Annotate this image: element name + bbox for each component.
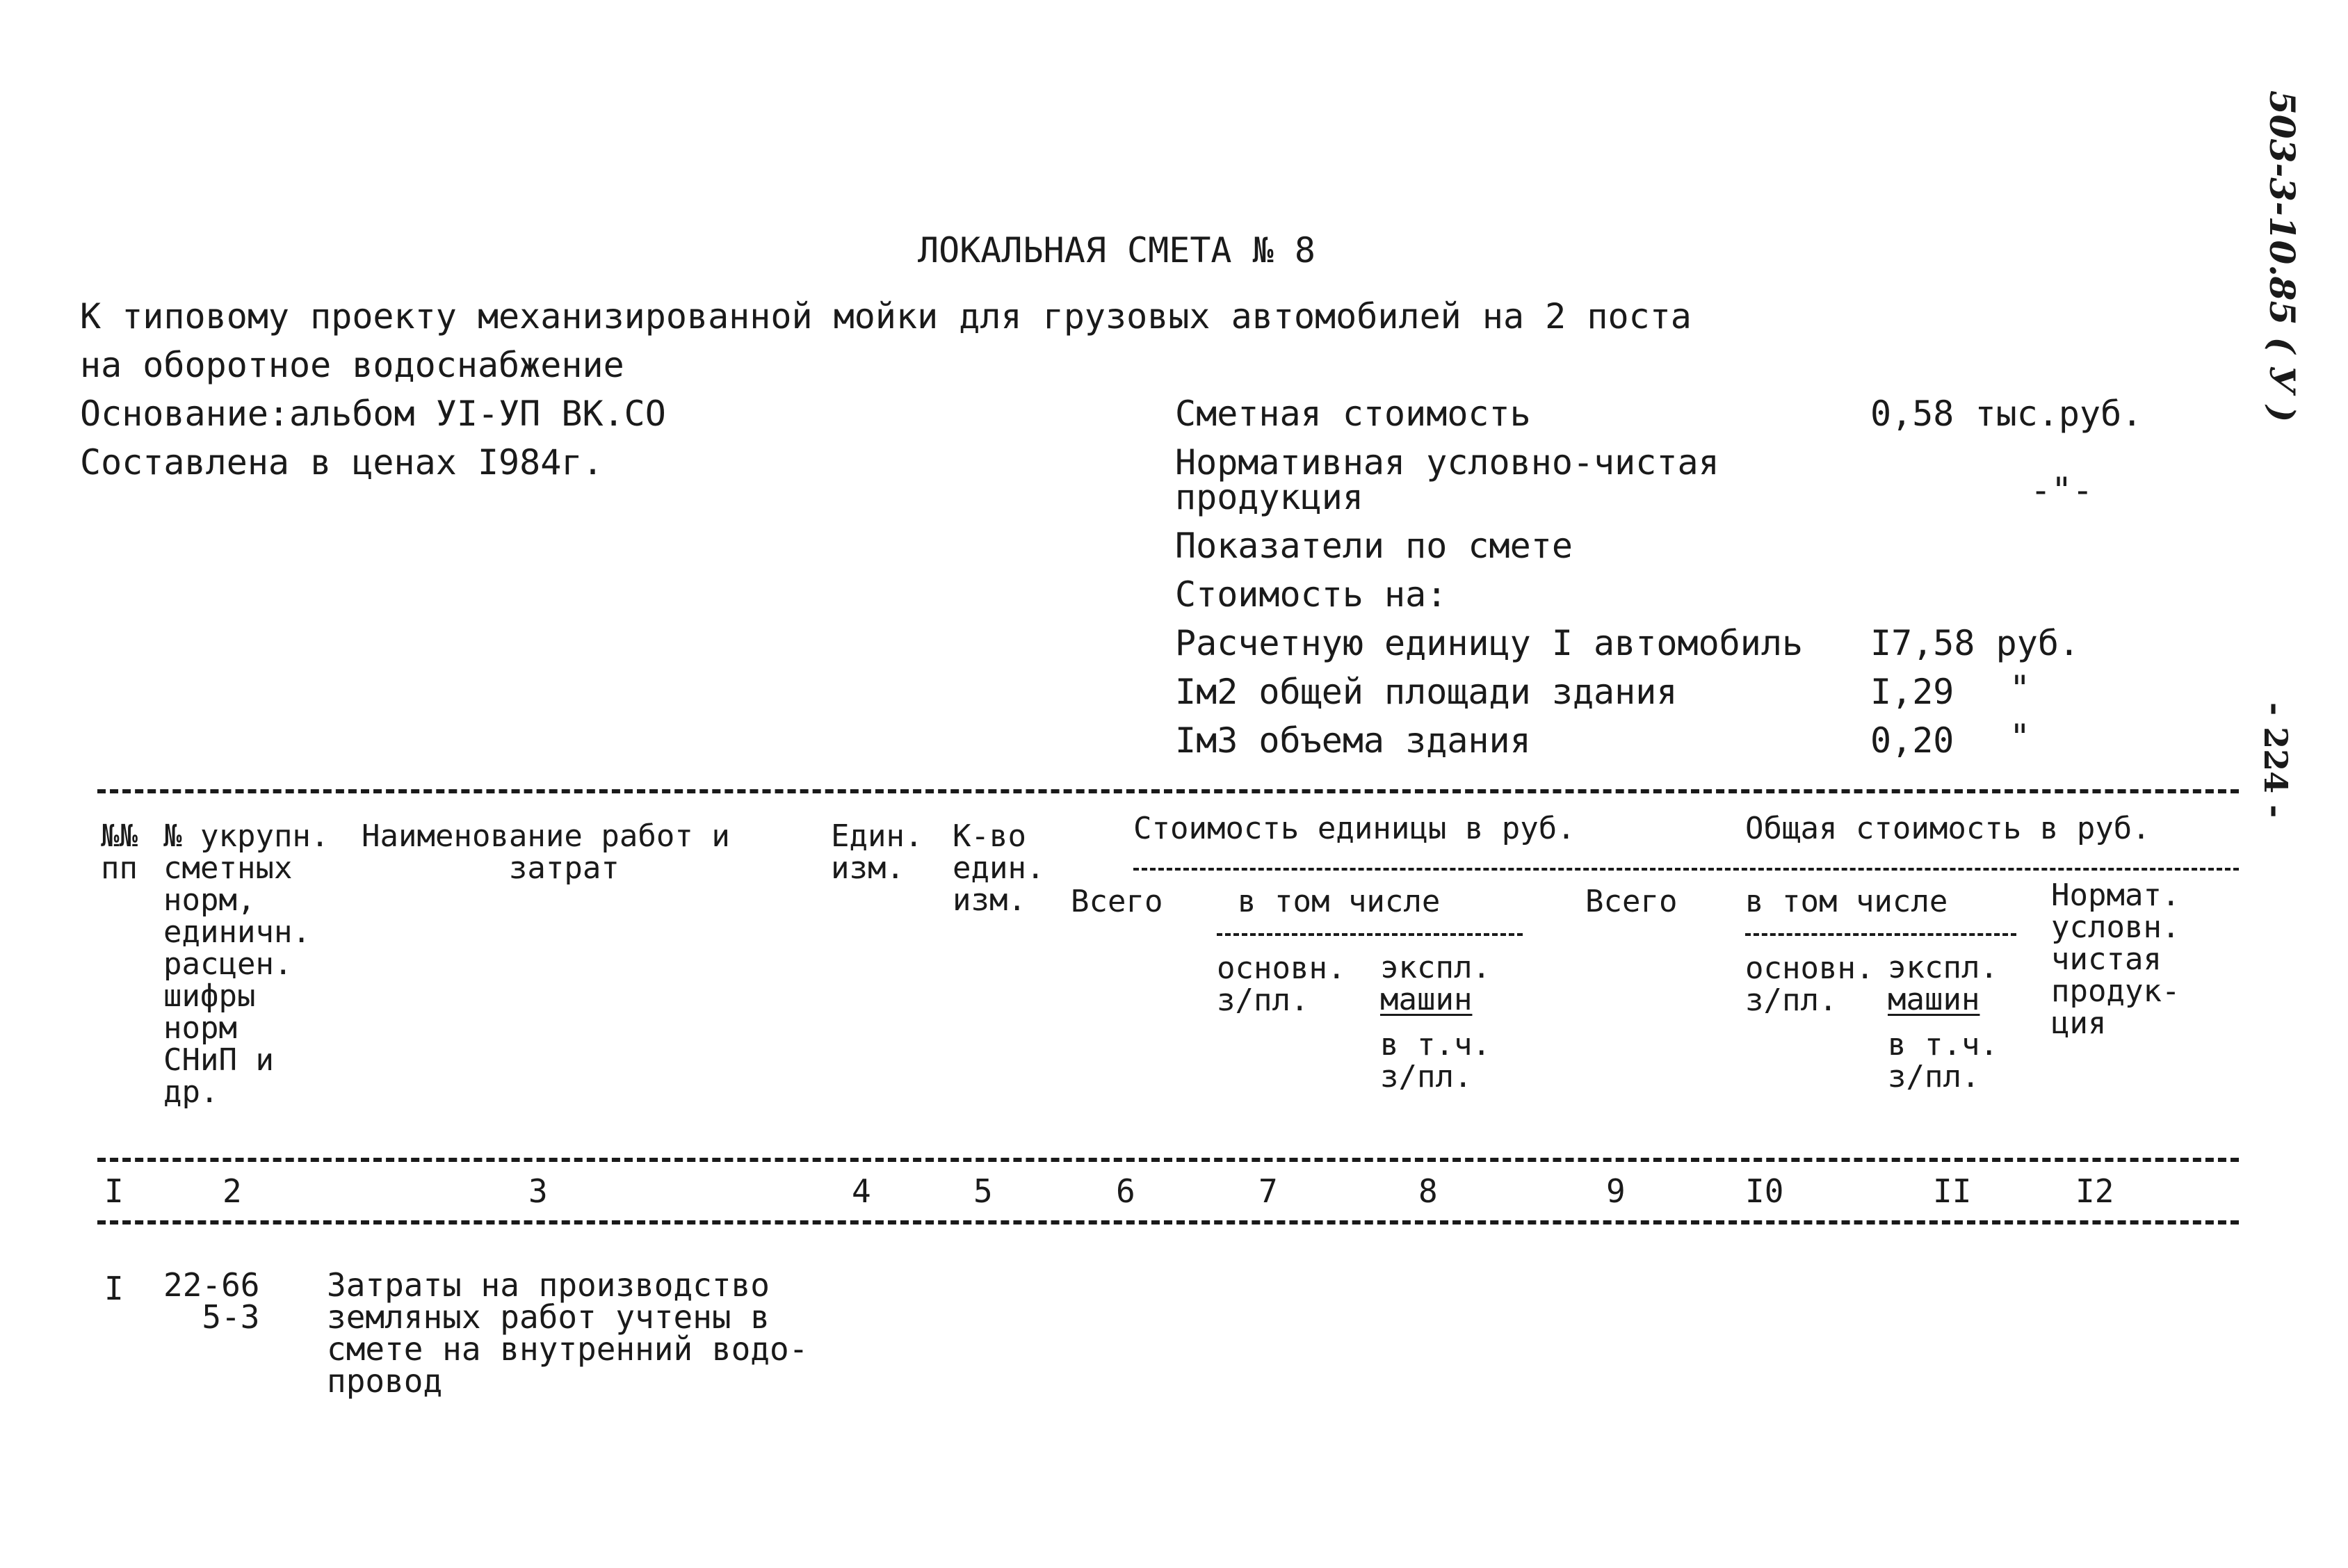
- header-total-mach-2: машин: [1888, 982, 1980, 1017]
- column-number: 9: [1606, 1172, 1626, 1210]
- normative-label-2: продукция: [1175, 477, 1363, 517]
- row-1-number: I: [104, 1270, 124, 1307]
- header-total-base: основн. з/пл.: [1745, 951, 1875, 1018]
- header-col-3: Наименование работ и затрат: [362, 818, 730, 886]
- header-unit-incl-rule: [1217, 933, 1523, 936]
- header-unit-mach-incl: в т.ч. з/пл.: [1380, 1027, 1491, 1094]
- col-numbers-top-rule: [97, 1158, 2239, 1162]
- header-col-1: №№ пп: [101, 818, 138, 886]
- header-col-5: К-во един. изм.: [953, 818, 1045, 918]
- header-unit-cost-group: Стоимость единицы в руб.: [1133, 811, 1576, 846]
- estimated-cost-label: Сметная стоимость: [1175, 394, 1531, 434]
- row-1-name: Затраты на производство земляных работ учтены в смете на внутренний водо- провод: [327, 1266, 809, 1400]
- area-cost-label: Iм2 общей площади здания: [1175, 672, 1678, 712]
- column-number: 3: [528, 1172, 548, 1210]
- header-total-cost-group: Общая стоимость в руб.: [1745, 811, 2151, 846]
- archive-stamp-code: 503-3-10.85 ( У ): [2262, 90, 2303, 423]
- subtitle-line-1: К типовому проекту механизированной мойки для грузовых автомобилей на 2 поста: [80, 296, 1692, 337]
- header-total-incl: в том числе: [1745, 884, 1948, 919]
- column-number: 4: [852, 1172, 871, 1210]
- table-top-rule: [97, 789, 2239, 793]
- col-numbers-bottom-rule: [97, 1220, 2239, 1225]
- normative-label-1: Нормативная условно-чистая: [1175, 442, 1719, 483]
- subtitle-line-2: на оборотное водоснабжение: [80, 345, 624, 385]
- header-total-total: Всего: [1585, 884, 1678, 919]
- page-number: - 224 -: [2257, 702, 2294, 818]
- header-unit-mach-2: машин: [1380, 982, 1473, 1017]
- normative-value: -"-: [2030, 470, 2094, 510]
- column-number: 8: [1418, 1172, 1438, 1210]
- volume-cost-label: Iм3 объема здания: [1175, 720, 1531, 761]
- volume-ditto-mark: ": [2009, 717, 2031, 757]
- document-title: ЛОКАЛЬНАЯ СМЕТА № 8: [918, 230, 1315, 270]
- header-total-incl-rule: [1745, 933, 2016, 936]
- header-total-mach: экспл.: [1888, 950, 1998, 985]
- column-number: II: [1933, 1172, 1972, 1210]
- header-group-rule: [1133, 868, 2239, 871]
- header-col-12: Нормат. условн. чистая продук- ция: [2051, 878, 2180, 1041]
- header-total-mach-incl: в т.ч. з/пл.: [1888, 1027, 1998, 1094]
- area-ditto-mark: ": [2009, 668, 2031, 709]
- column-number: I0: [1745, 1172, 1784, 1210]
- cost-on-label: Стоимость на:: [1175, 574, 1448, 615]
- row-1-code: 22-66 5-3: [163, 1266, 260, 1336]
- column-number: 6: [1116, 1172, 1135, 1210]
- indicators-label: Показатели по смете: [1175, 526, 1573, 566]
- area-cost-value: I,29: [1870, 672, 1954, 712]
- column-number: 7: [1258, 1172, 1278, 1210]
- unit-cost-label: Расчетную единицу I автомобиль: [1175, 623, 1804, 663]
- basis-text: Основание:альбом УI-УП ВК.СО: [80, 394, 666, 434]
- column-number: I2: [2075, 1172, 2114, 1210]
- unit-cost-value: I7,58 руб.: [1870, 623, 2080, 663]
- header-unit-mach: экспл.: [1380, 950, 1491, 985]
- column-number: 2: [222, 1172, 242, 1210]
- header-unit-incl: в том числе: [1238, 884, 1441, 919]
- header-unit-total: Всего: [1071, 884, 1163, 919]
- prices-text: Составлена в ценах I984г.: [80, 442, 604, 483]
- column-number: I: [104, 1172, 124, 1210]
- estimated-cost-value: 0,58 тыс.руб.: [1870, 394, 2143, 434]
- header-unit-base: основн. з/пл.: [1217, 951, 1346, 1018]
- volume-cost-value: 0,20: [1870, 720, 1954, 761]
- column-number: 5: [973, 1172, 993, 1210]
- header-col-2: № укрупн. сметных норм, единичн. расцен. шифры норм СНиП и др.: [163, 818, 330, 1110]
- header-col-4: Един. изм.: [831, 818, 923, 886]
